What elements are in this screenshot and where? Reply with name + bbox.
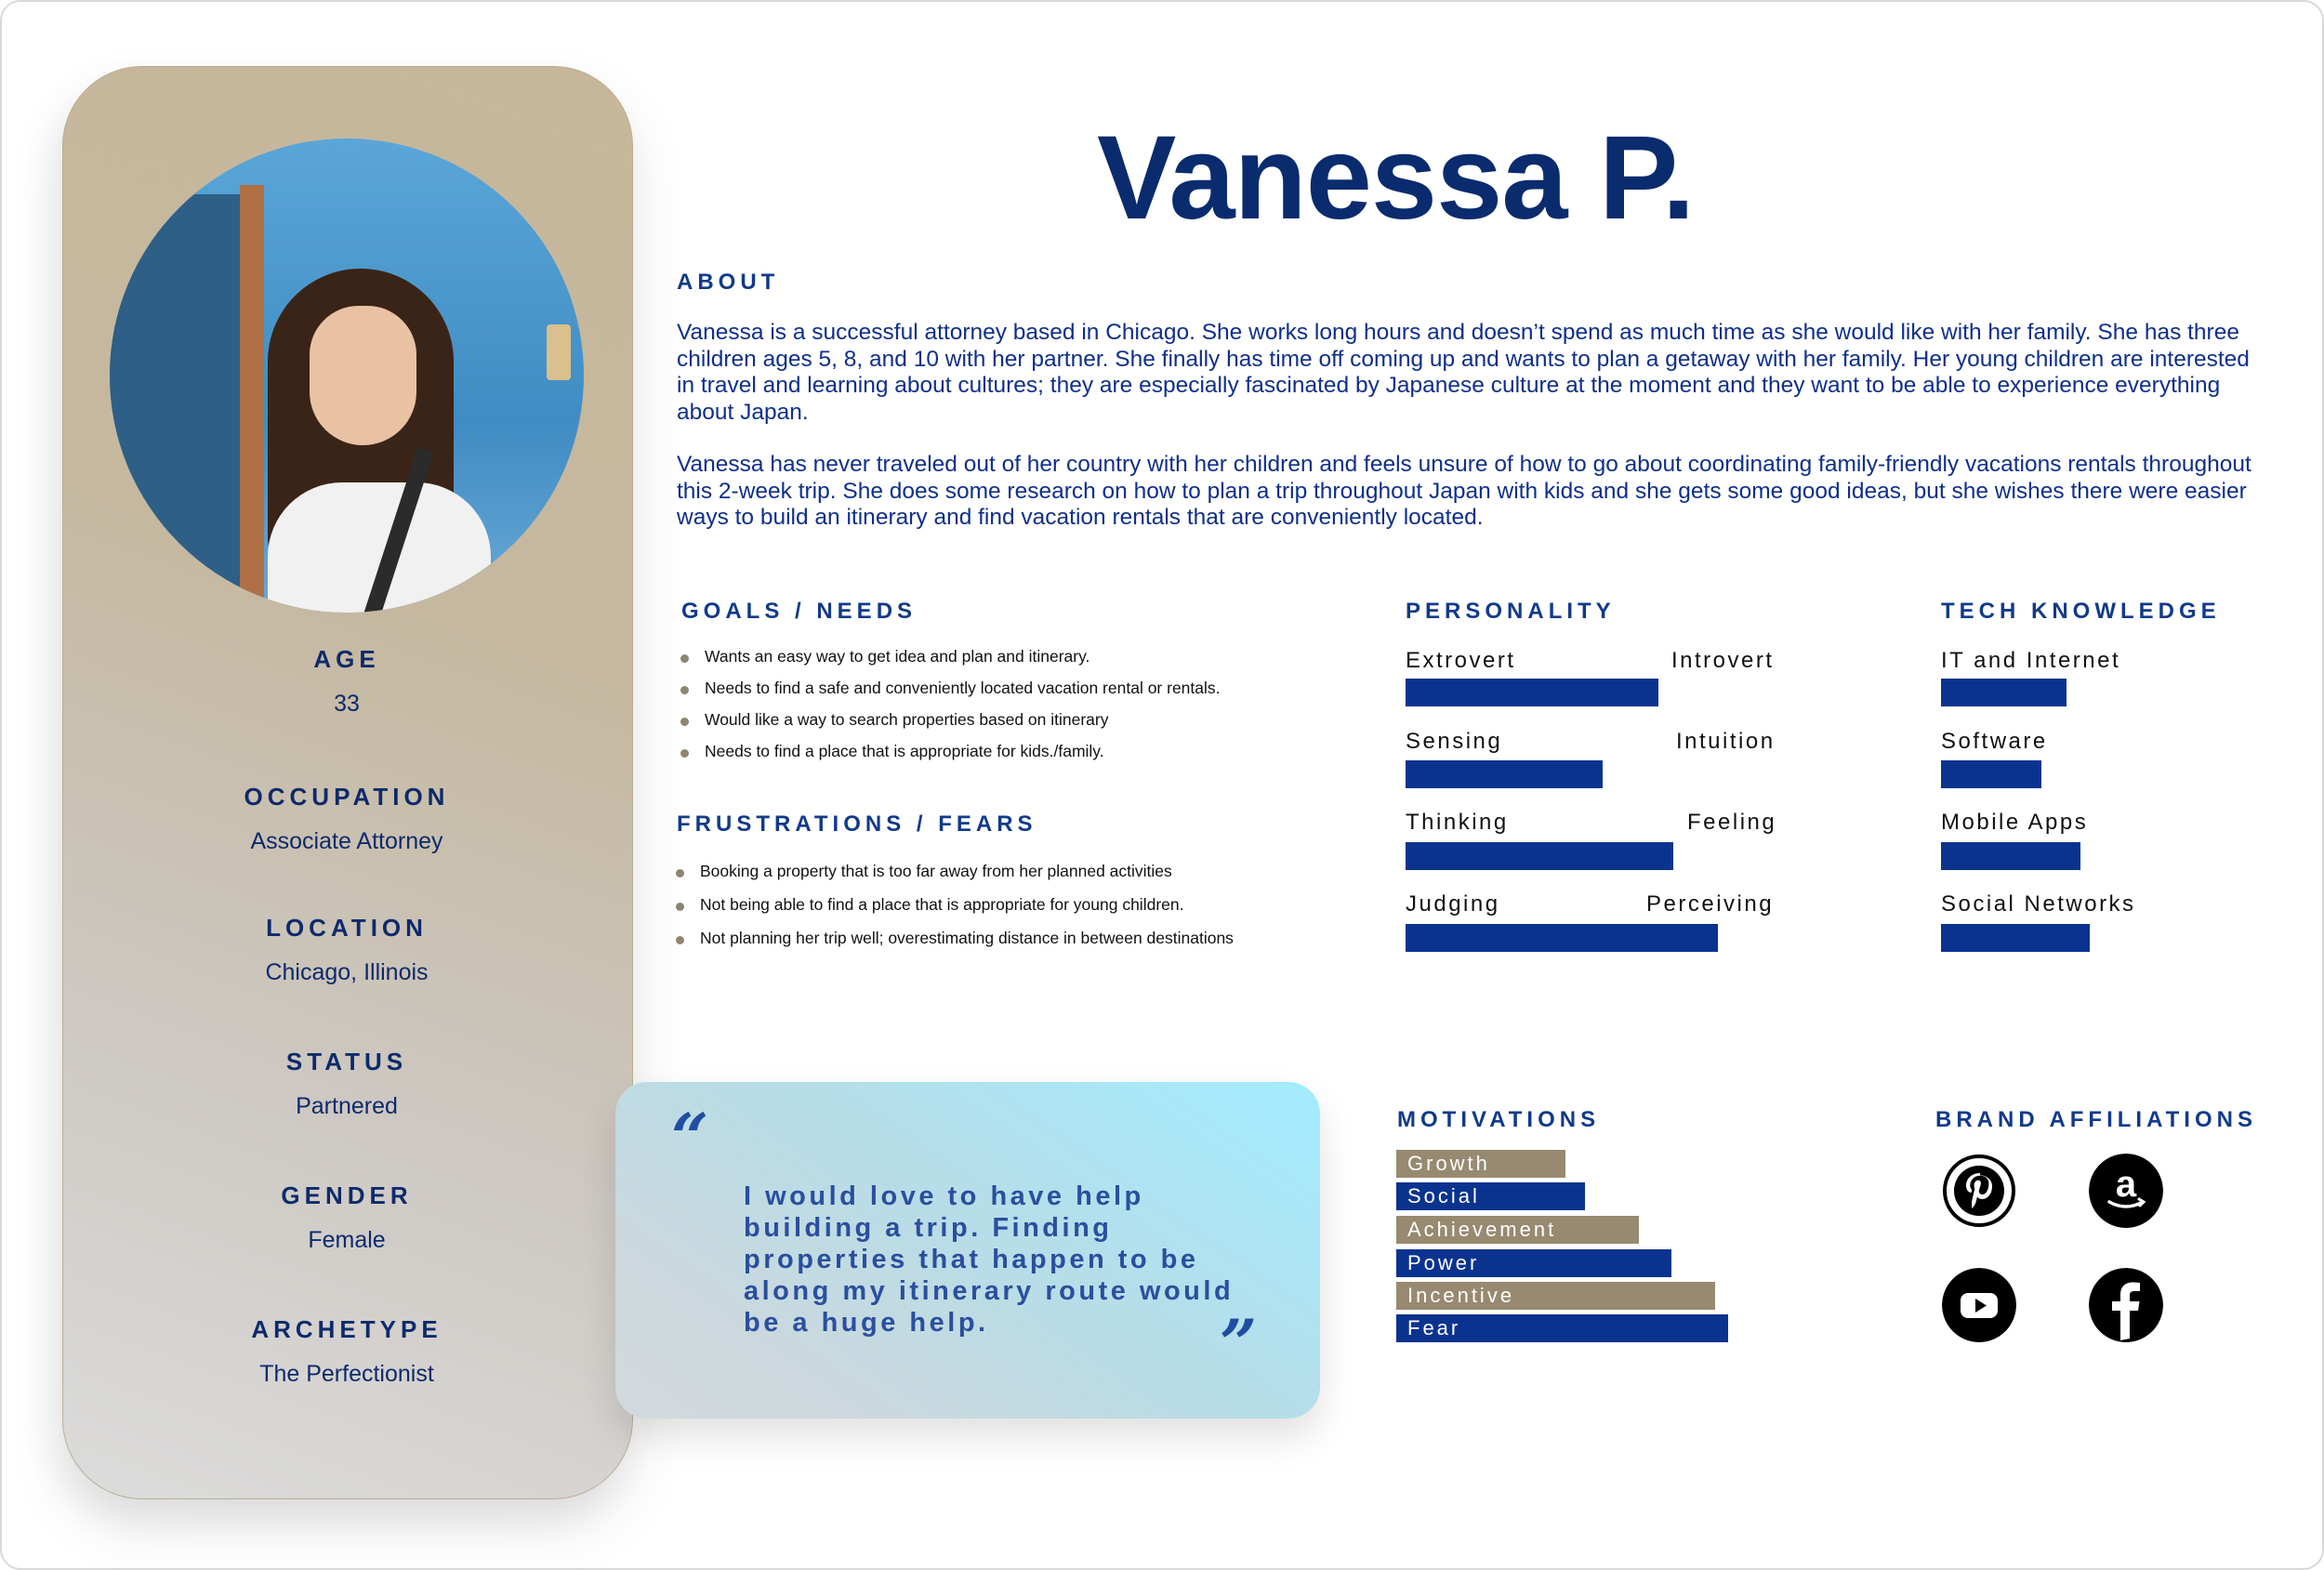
motivation-bar: Achievement [1396,1216,1639,1244]
trait-right-label: Introvert [1671,648,1775,673]
tech-label: Social Networks [1941,891,2136,917]
motivation-bar: Growth [1396,1150,1565,1178]
occupation-label: OCCUPATION [244,783,450,811]
trait-right-label: Perceiving [1646,891,1775,917]
tech-label: IT and Internet [1941,648,2121,673]
age-label: AGE [313,645,380,673]
open-quote-mark: “ [671,1099,709,1176]
trait-left-label: Sensing [1406,729,1503,754]
motivations-heading: MOTIVATIONS [1397,1107,1601,1132]
quote-card [615,1082,1320,1418]
list-item: Booking a property that is too far away from her planned activities [672,862,1234,895]
status-label: STATUS [285,1048,408,1075]
profile-location [62,914,631,986]
trait-left-label: Judging [1406,891,1500,917]
goals-list [677,647,1221,773]
youtube-icon[interactable] [1942,1268,2016,1342]
profile-photo [110,139,584,613]
frustrations-heading: FRUSTRATIONS / FEARS [677,811,1037,837]
list-item: Not being able to find a place that is appropriate for young children. [672,895,1234,929]
goals-heading: GOALS / NEEDS [681,599,918,624]
trait-left-label: Thinking [1406,810,1509,835]
age-value: 33 [334,691,360,717]
profile-status [62,1048,631,1120]
amazon-icon[interactable] [2089,1154,2163,1228]
about-paragraph-2: Vanessa has never traveled out of her country with her children and feels unsure of how to go about coordinating family-friendly vacations rentals throughout this 2-week trip. She does some research on how to plan a trip throughout Japan with kids and she gets some good ideas, but she wishes there were easier ways to build an itinerary and find vacation rentals that are conveniently located. [677,452,2251,530]
quote-text: I would love to have help building a trip. Finding properties that happen to be along my itinerary route would be a huge help. [744,1181,1235,1338]
tech-bar [1941,760,2041,788]
brands-heading: BRAND AFFILIATIONS [1935,1107,2257,1132]
trait-bar [1406,760,1603,788]
facebook-icon[interactable] [2089,1268,2163,1342]
trait-bar [1406,924,1718,952]
close-quote-mark: ” [1220,1305,1258,1382]
trait-right-label: Feeling [1687,810,1777,835]
list-item: Needs to find a safe and conveniently located vacation rental or rentals. [677,679,1221,710]
archetype-value: The Perfectionist [259,1361,434,1387]
trait-right-label: Intuition [1676,729,1776,754]
profile-gender [62,1181,631,1254]
about-heading: ABOUT [677,270,780,295]
trait-bar [1406,679,1658,706]
motivation-bar: Power [1396,1249,1671,1277]
tech-bar [1941,924,2090,952]
profile-occupation [62,783,631,855]
trait-bar [1406,842,1673,870]
status-value: Partnered [296,1093,398,1119]
tech-bar [1941,679,2067,706]
trait-left-label: Extrovert [1406,648,1516,673]
frustrations-list [672,862,1234,962]
list-item: Needs to find a place that is appropriate for kids./family. [677,742,1221,773]
location-value: Chicago, Illinois [265,959,429,985]
pinterest-icon[interactable] [1942,1154,2016,1228]
profile-age [62,645,631,718]
about-paragraph-1: Vanessa is a successful attorney based in Chicago. She works long hours and doesn’t spend as much time as she would like with her family. She has three children ages 5, 8, and 10 with her partner. She finally has time off coming up and wants to plan a getaway with her family. Her young children are interested in travel and learning about cultures; they are especially fascinated by Japanese culture at the moment and they want to be able to experience everything about Japan. [677,320,2250,425]
tech-heading: TECH KNOWLEDGE [1941,599,2221,624]
archetype-label: ARCHETYPE [251,1315,442,1343]
gender-label: GENDER [281,1181,413,1209]
tech-bar [1941,842,2080,870]
profile-archetype [62,1315,631,1388]
motivation-bar: Fear [1396,1314,1728,1342]
gender-value: Female [308,1227,386,1253]
personality-heading: PERSONALITY [1406,599,1616,624]
persona-name: Vanessa P. [1097,112,1695,244]
svg-text:a: a [2115,1164,2137,1205]
occupation-value: Associate Attorney [250,828,443,854]
motivation-bar: Social [1396,1182,1585,1210]
list-item: Wants an easy way to get idea and plan and itinerary. [677,647,1221,679]
tech-label: Mobile Apps [1941,810,2089,835]
tech-label: Software [1941,729,2048,754]
list-item: Not planning her trip well; overestimating distance in between destinations [672,929,1234,962]
motivation-bar: Incentive [1396,1282,1715,1310]
list-item: Would like a way to search properties based on itinerary [677,710,1221,742]
location-label: LOCATION [266,914,428,942]
